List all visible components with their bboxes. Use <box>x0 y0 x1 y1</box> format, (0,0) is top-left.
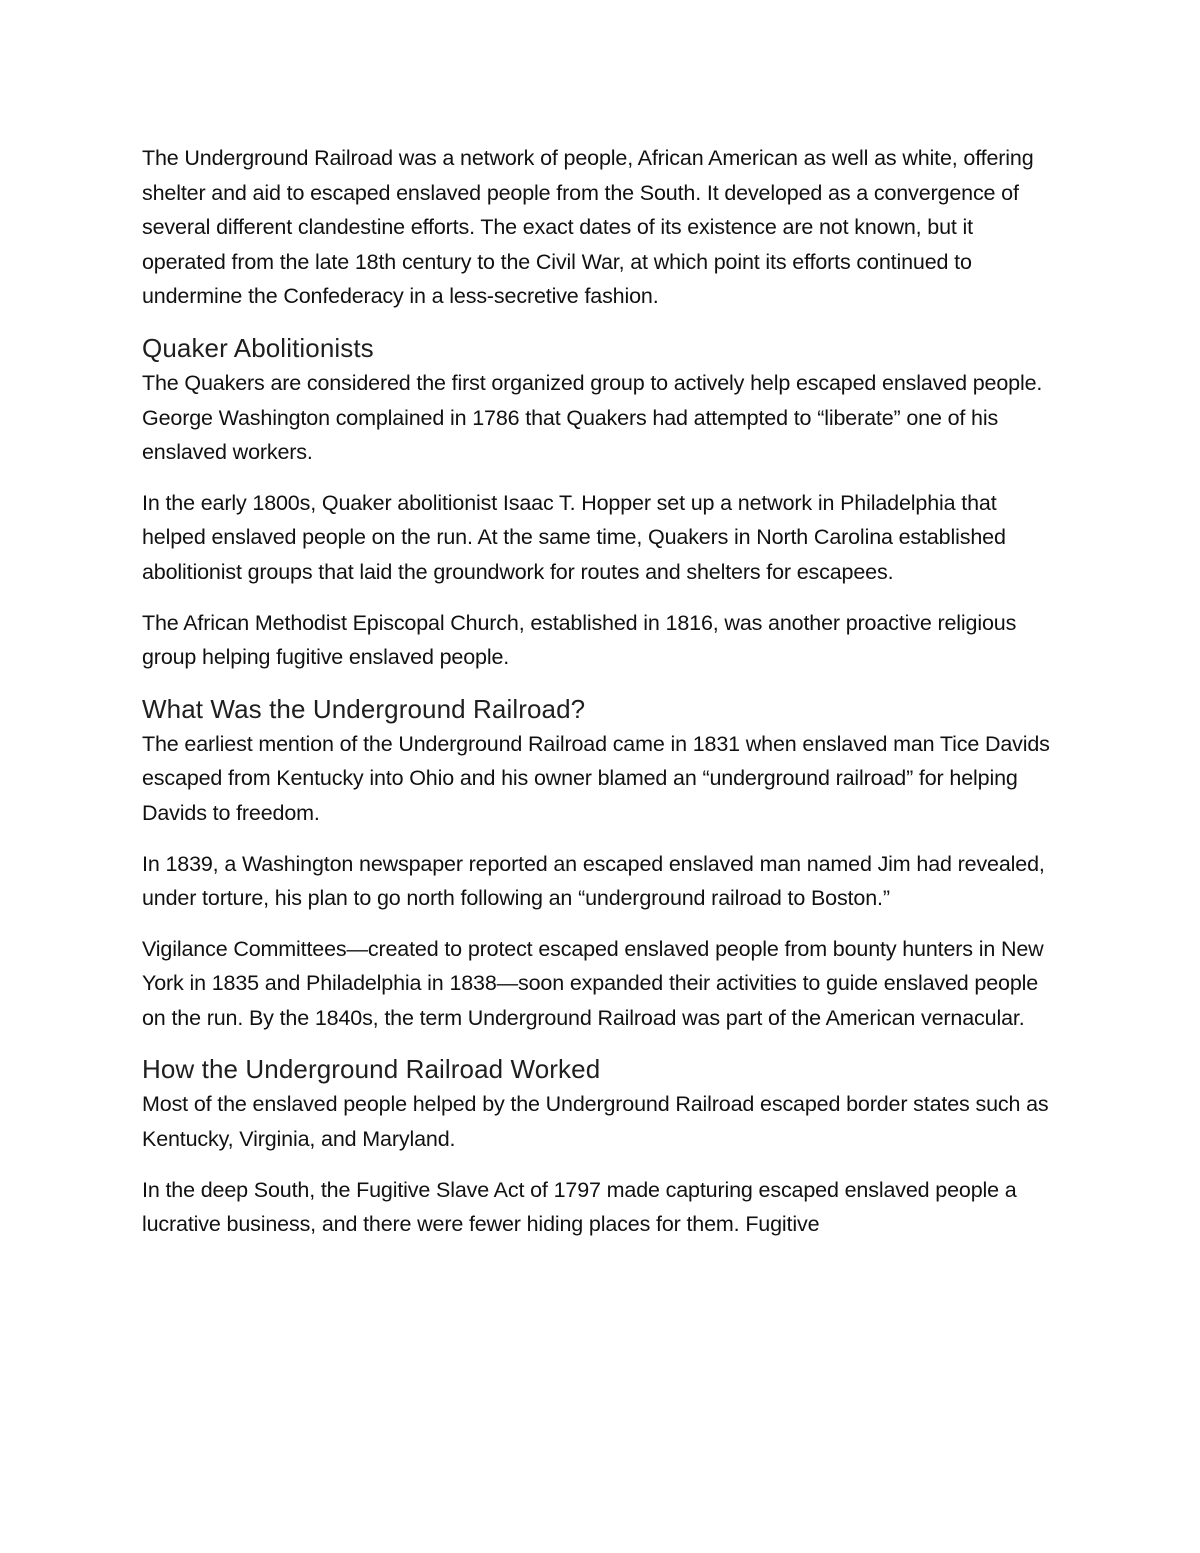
paragraph: Vigilance Committees—created to protect escaped enslaved people from bounty hunters in New York in 1835 and Philadelphia in 1838—soon expanded their activities to guide enslaved people on the run. By the 1840s, the term Underground Railroad was part of the American vernacular. <box>142 936 1044 1030</box>
section-heading-what-was-the-underground-railroad: What Was the Underground Railroad? <box>142 693 586 724</box>
paragraph: The Quakers are considered the first organized group to actively help escaped enslaved people. George Washington complained in 1786 that Quakers had attempted to “liberate” one of his enslaved workers. <box>142 370 1043 465</box>
document-body <box>142 141 1054 1258</box>
paragraph: In 1839, a Washington newspaper reported an escaped enslaved man named Jim had revealed, under torture, his plan to go north following an “underground railroad to Boston.” <box>142 851 1045 911</box>
section-heading-how-the-underground-railroad-worked: How the Underground Railroad Worked <box>142 1054 601 1085</box>
paragraph: In the deep South, the Fugitive Slave Act of 1797 made capturing escaped enslaved people a lucrative business, and there were fewer hiding places for them. Fugitive <box>142 1177 1017 1237</box>
intro-paragraph: The Underground Railroad was a network of people, African American as well as white, offering shelter and aid to escaped enslaved people from the South. It developed as a convergence of several different clandestine efforts. The exact dates of its existence are not known, but it operated from the late 18th century to the Civil War, at which point its efforts continued to undermine the Confederacy in a less-secretive fashion. <box>142 146 1034 309</box>
paragraph: In the early 1800s, Quaker abolitionist Isaac T. Hopper set up a network in Philadelphia that helped enslaved people on the run. At the same time, Quakers in North Carolina established abolitionist groups that laid the groundwork for routes and shelters for escapees. <box>142 490 1006 584</box>
paragraph: Most of the enslaved people helped by the Underground Railroad escaped border states such as Kentucky, Virginia, and Maryland. <box>142 1092 1049 1152</box>
section-heading-quaker-abolitionists: Quaker Abolitionists <box>142 332 374 363</box>
paragraph: The earliest mention of the Underground Railroad came in 1831 when enslaved man Tice Davids escaped from Kentucky into Ohio and his owner blamed an “underground railroad” for helping Davids to freedom. <box>142 731 1050 825</box>
paragraph: The African Methodist Episcopal Church, established in 1816, was another proactive religious group helping fugitive enslaved people. <box>142 610 1017 670</box>
